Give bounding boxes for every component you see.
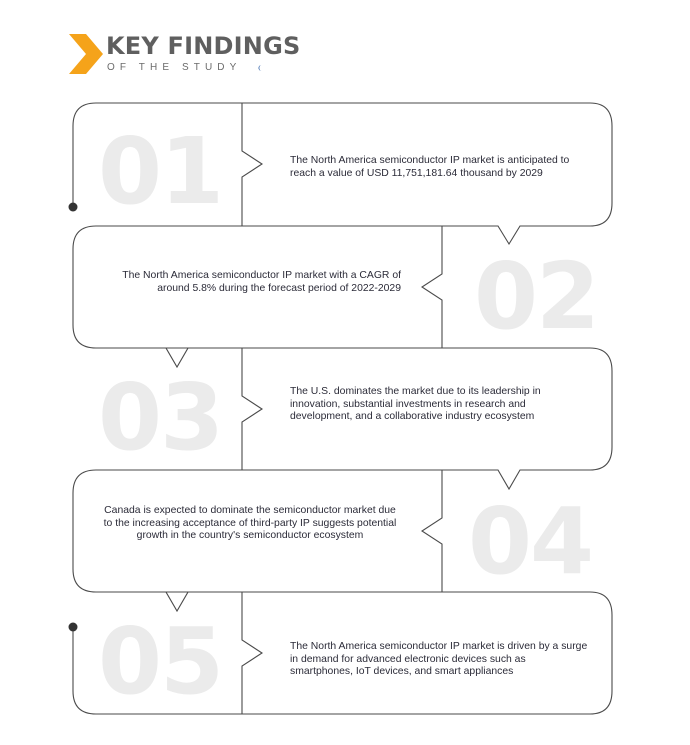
finding-text-04: Canada is expected to dominate the semiconductor market due to the increasing acceptance of third-party IP suggests potential growth in the country's semiconductor ecosystem [103,505,397,541]
finding-text-03: The U.S. dominates the market due to its leadership in innovation, substantial investments in research and development, and a collaborative industry ecosystem [290,386,541,422]
divider-01 [242,103,262,226]
divider-02 [422,226,442,348]
finding-number-04: 04 [468,488,593,595]
divider-04 [422,470,442,592]
divider-03 [242,348,262,470]
finding-number-02: 02 [474,243,599,350]
finding-text-02: The North America semiconductor IP market with a CAGR of around 5.8% during the forecast period of 2022-2029 [122,270,401,294]
header-subtitle: OF THE STUDY [107,62,242,73]
end-dot [69,623,78,632]
finding-number-03: 03 [98,364,223,471]
finding-text-01: The North America semiconductor IP market is anticipated to reach a value of USD 11,751,181.64 thousand by 2029 [290,155,570,179]
finding-number-05: 05 [98,608,223,715]
finding-text-05: The North America semiconductor IP market is driven by a surge in demand for advanced electronic devices such as smartphones, IoT devices, and smart appliances [290,641,588,677]
divider-05 [242,592,262,714]
header-title: KEY FINDINGS [106,32,301,60]
start-dot [69,203,78,212]
finding-number-01: 01 [98,118,223,225]
